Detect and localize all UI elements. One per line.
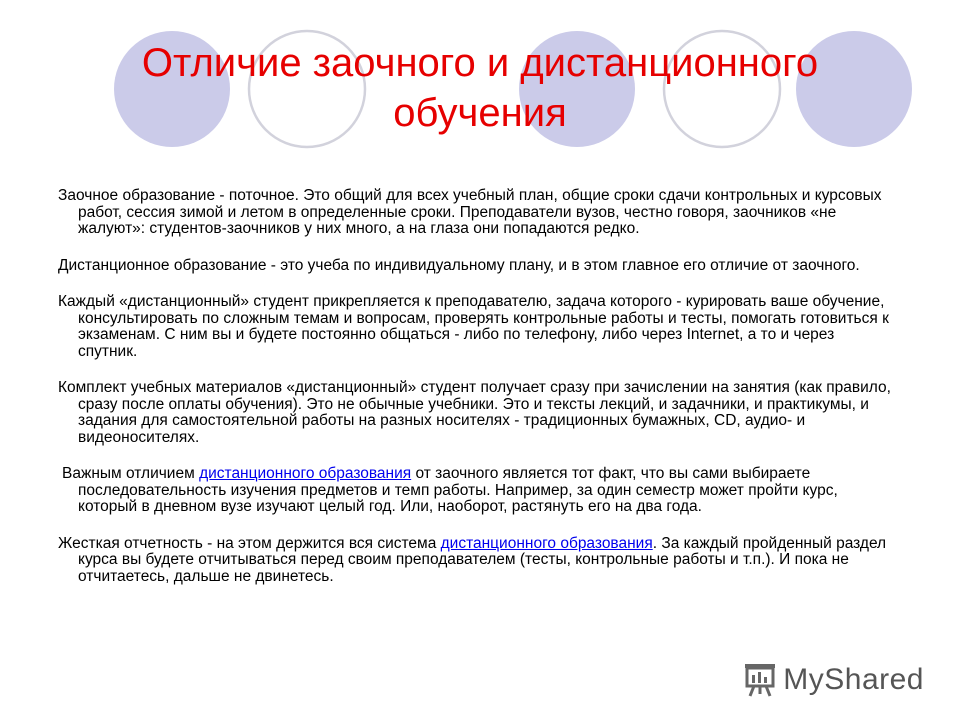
- myshared-watermark: [743, 662, 924, 698]
- distance-education-system-link[interactable]: дистанционного образования: [440, 534, 653, 552]
- slide-title: Отличие заочного и дистанционного обучения: [141, 41, 819, 135]
- paragraph-6-text-before: Жесткая отчетность - на этом держится вся система: [58, 534, 441, 552]
- watermark-text: MyShared: [783, 663, 924, 696]
- presentation-board-icon: [743, 662, 777, 698]
- slide-body: [58, 188, 896, 605]
- paragraph-3: Каждый «дистанционный» студент прикрепляется к преподавателю, задача которого - курировать ваше обучение, консультировать по сложным темам и вопросам, проверять контрольные работы и тесты, помогать готовиться к экзаменам. С ним вы и будете постоянно общаться - либо по телефону, либо через Internet, а то и через спутник.: [58, 293, 889, 360]
- paragraph-6: [58, 536, 896, 586]
- paragraph-5-text-before: Важным отличием: [62, 465, 200, 482]
- paragraph-5-text-after: от заочного является тот факт, что вы сами выбираете последовательность изучения предметов и темп работы. Например, за один семестр может пройти курс, который в дневном вузе изучают целый год. Или, наоборот, растянуть его на два года.: [78, 465, 838, 515]
- paragraph-6-text-after: . За каждый пройденный раздел курса вы будете отчитываться перед своим преподавателем (тесты, контрольные работы и т.п.). И пока не отчитаетесь, дальше не двинетесь.: [78, 534, 887, 585]
- paragraph-5: [58, 466, 896, 516]
- paragraph-4: Комплект учебных материалов «дистанционный» студент получает сразу при зачислении на занятия (как правило, сразу после оплаты обучения). Это не обычные учебники. Это и тексты лекций, и задачники, и практикумы, и задания для самостоятельной работы на разных носителях - традиционных бумажных, CD, аудио- и видеоносителях.: [58, 379, 891, 446]
- paragraph-1: Заочное образование - поточное. Это общий для всех учебный план, общие сроки сдачи контрольных и курсовых работ, сессия зимой и летом в определенные сроки. Преподаватели вузов, честно говоря, заочников «не жалуют»: студентов-заочников у них много, а на глаза они попадаются редко.: [58, 187, 882, 237]
- distance-education-link[interactable]: дистанционного образования: [199, 465, 412, 482]
- paragraph-2: Дистанционное образование - это учеба по индивидуальному плану, и в этом главное его отличие от заочного.: [58, 256, 860, 274]
